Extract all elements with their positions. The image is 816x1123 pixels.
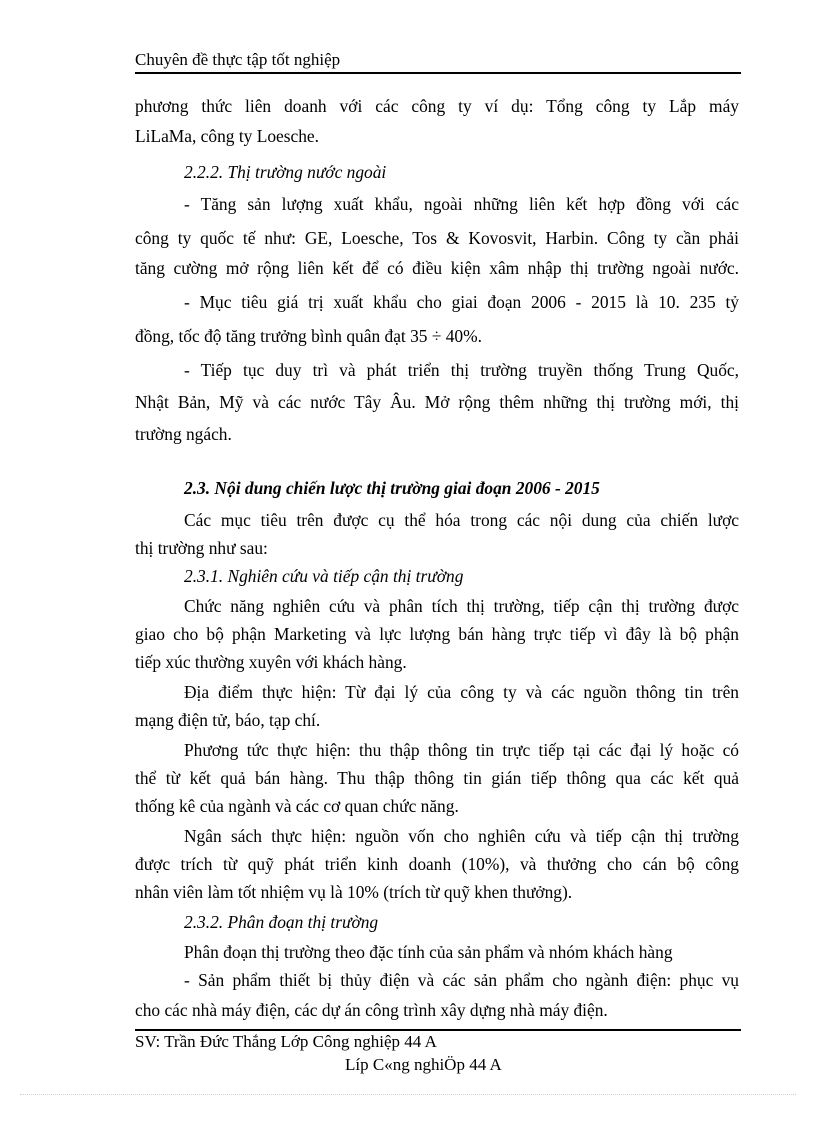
header-rule — [135, 72, 741, 74]
paragraph-line: nhân viên làm tốt nhiệm vụ là 10% (trích từ quỹ khen thưởng). — [135, 882, 573, 902]
paragraph-line: Ngân sách thực hiện: nguồn vốn cho nghiên cứu và tiếp cận thị trường — [184, 826, 739, 846]
paragraph-line: phương thức liên doanh với các công ty ví dụ: Tổng công ty Lắp máy — [135, 96, 739, 116]
subsection-heading: 2.3.2. Phân đoạn thị trường — [184, 912, 379, 932]
paragraph-line: cho các nhà máy điện, các dự án công trình xây dựng nhà máy điện. — [135, 1000, 608, 1020]
paragraph-line: Phương tức thực hiện: thu thập thông tin trực tiếp tại các đại lý hoặc có — [184, 740, 739, 760]
paragraph-line: thống kê của ngành và các cơ quan chức năng. — [135, 796, 459, 816]
paragraph-line: thị trường như sau: — [135, 538, 268, 558]
paragraph-line: mạng điện tử, báo, tạp chí. — [135, 710, 321, 730]
paragraph-line: Chức năng nghiên cứu và phân tích thị trường, tiếp cận thị trường được — [184, 596, 739, 616]
paragraph-line: LiLaMa, công ty Loesche. — [135, 126, 319, 146]
paragraph-line: - Mục tiêu giá trị xuất khẩu cho giai đoạn 2006 - 2015 là 10. 235 tỷ — [184, 292, 739, 312]
paragraph-line: trường ngách. — [135, 424, 232, 444]
paragraph-line: tăng cường mở rộng liên kết để có điều kiện xâm nhập thị trường ngoài nước. — [135, 258, 739, 278]
paragraph-line: công ty quốc tế như: GE, Loesche, Tos & Kovosvit, Harbin. Công ty cần phải — [135, 228, 739, 248]
page-boundary-dotted-line — [20, 1094, 796, 1095]
footer-student-line: SV: Trần Đức Thắng Lớp Công nghiệp 44 A — [135, 1032, 437, 1051]
paragraph-line: thể từ kết quả bán hàng. Thu thập thông tin gián tiếp thông qua các kết quả — [135, 768, 739, 788]
paragraph-line: giao cho bộ phận Marketing và lực lượng bán hàng trực tiếp vì đây là bộ phận — [135, 624, 739, 644]
paragraph-line: - Tăng sản lượng xuất khẩu, ngoài những liên kết hợp đồng với các — [184, 194, 739, 214]
subsection-heading: 2.3.1. Nghiên cứu và tiếp cận thị trường — [184, 566, 464, 586]
footer-rule — [135, 1029, 741, 1031]
paragraph-line: Nhật Bản, Mỹ và các nước Tây Âu. Mở rộng thêm những thị trường mới, thị — [135, 392, 739, 412]
paragraph-line: tiếp xúc thường xuyên với khách hàng. — [135, 652, 407, 672]
paragraph-line: được trích từ quỹ phát triển kinh doanh (10%), và thưởng cho cán bộ công — [135, 854, 739, 874]
page-header-title: Chuyên đề thực tập tốt nghiệp — [135, 50, 341, 69]
subsection-heading: 2.2.2. Thị trường nước ngoài — [184, 162, 387, 182]
section-heading: 2.3. Nội dung chiến lược thị trường giai đoạn 2006 - 2015 — [184, 478, 600, 498]
paragraph-line: đồng, tốc độ tăng trưởng bình quân đạt 35 ÷ 40%. — [135, 326, 482, 346]
paragraph-line: - Sản phẩm thiết bị thủy điện và các sản phẩm cho ngành điện: phục vụ — [184, 970, 739, 990]
footer-class-line: Líp C«ng nghiÖp 44 A — [345, 1055, 502, 1074]
paragraph-line: Các mục tiêu trên được cụ thể hóa trong các nội dung của chiến lược — [184, 510, 739, 530]
paragraph-line: - Tiếp tục duy trì và phát triển thị trường truyền thống Trung Quốc, — [184, 360, 739, 380]
paragraph-line: Phân đoạn thị trường theo đặc tính của sản phẩm và nhóm khách hàng — [184, 942, 673, 962]
paragraph-line: Địa điểm thực hiện: Từ đại lý của công ty và các nguồn thông tin trên — [184, 682, 739, 702]
